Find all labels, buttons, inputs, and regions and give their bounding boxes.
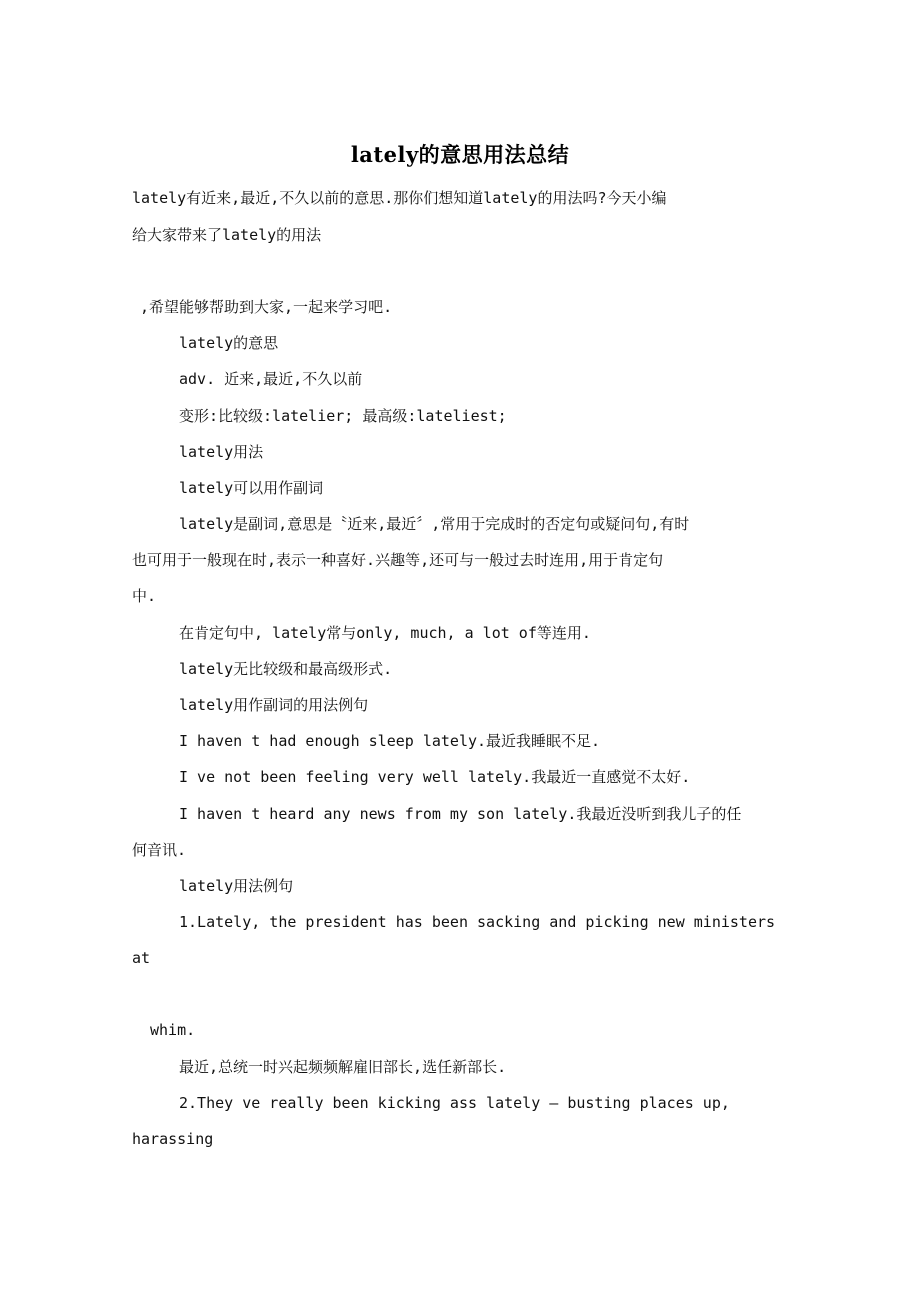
- document-title: lately的意思用法总结: [350, 142, 570, 167]
- paragraph-line: 也可用于一般现在时,表示一种喜好.兴趣等,还可与一般过去时连用,用于肯定句: [132, 551, 664, 569]
- example-sentence: 1.Lately, the president has been sacking and picking new ministers: [179, 913, 776, 931]
- paragraph-line: 在肯定句中, lately常与only, much, a lot of等连用.: [179, 624, 591, 642]
- example-sentence: I haven t heard any news from my son lately.我最近没听到我儿子的任: [179, 805, 742, 823]
- paragraph-line: whim.: [150, 1021, 196, 1039]
- paragraph-line: lately是副词,意思是〝近来,最近〞,常用于完成时的否定句或疑问句,有时: [179, 515, 690, 533]
- paragraph-line: 何音讯.: [132, 841, 187, 859]
- paragraph-line: lately有近来,最近,不久以前的意思.那你们想知道lately的用法吗?今天小编: [132, 189, 667, 207]
- paragraph-line: 给大家带来了lately的用法: [132, 226, 322, 244]
- example-sentence: 2.They ve really been kicking ass lately — busting places up,: [179, 1094, 730, 1112]
- paragraph-line: at: [132, 949, 151, 967]
- example-sentence: I ve not been feeling very well lately.我最近一直感觉不太好.: [179, 768, 691, 786]
- example-translation: 最近,总统一时兴起频频解雇旧部长,选任新部长.: [179, 1058, 507, 1076]
- section-heading: lately用作副词的用法例句: [179, 696, 369, 714]
- paragraph-line: 中.: [132, 587, 157, 605]
- example-sentence: I haven t had enough sleep lately.最近我睡眠不足.: [179, 732, 601, 750]
- section-heading: lately用法例句: [179, 877, 294, 895]
- paragraph-line: lately无比较级和最高级形式.: [179, 660, 393, 678]
- paragraph-line: 变形:比较级:latelier; 最高级:lateliest;: [179, 407, 507, 425]
- paragraph-line: ,希望能够帮助到大家,一起来学习吧.: [140, 298, 393, 316]
- section-heading: lately用法: [179, 443, 264, 461]
- paragraph-line: adv. 近来,最近,不久以前: [179, 370, 363, 388]
- paragraph-line: harassing: [132, 1130, 214, 1148]
- section-heading: lately可以用作副词: [179, 479, 324, 497]
- section-heading: lately的意思: [179, 334, 279, 352]
